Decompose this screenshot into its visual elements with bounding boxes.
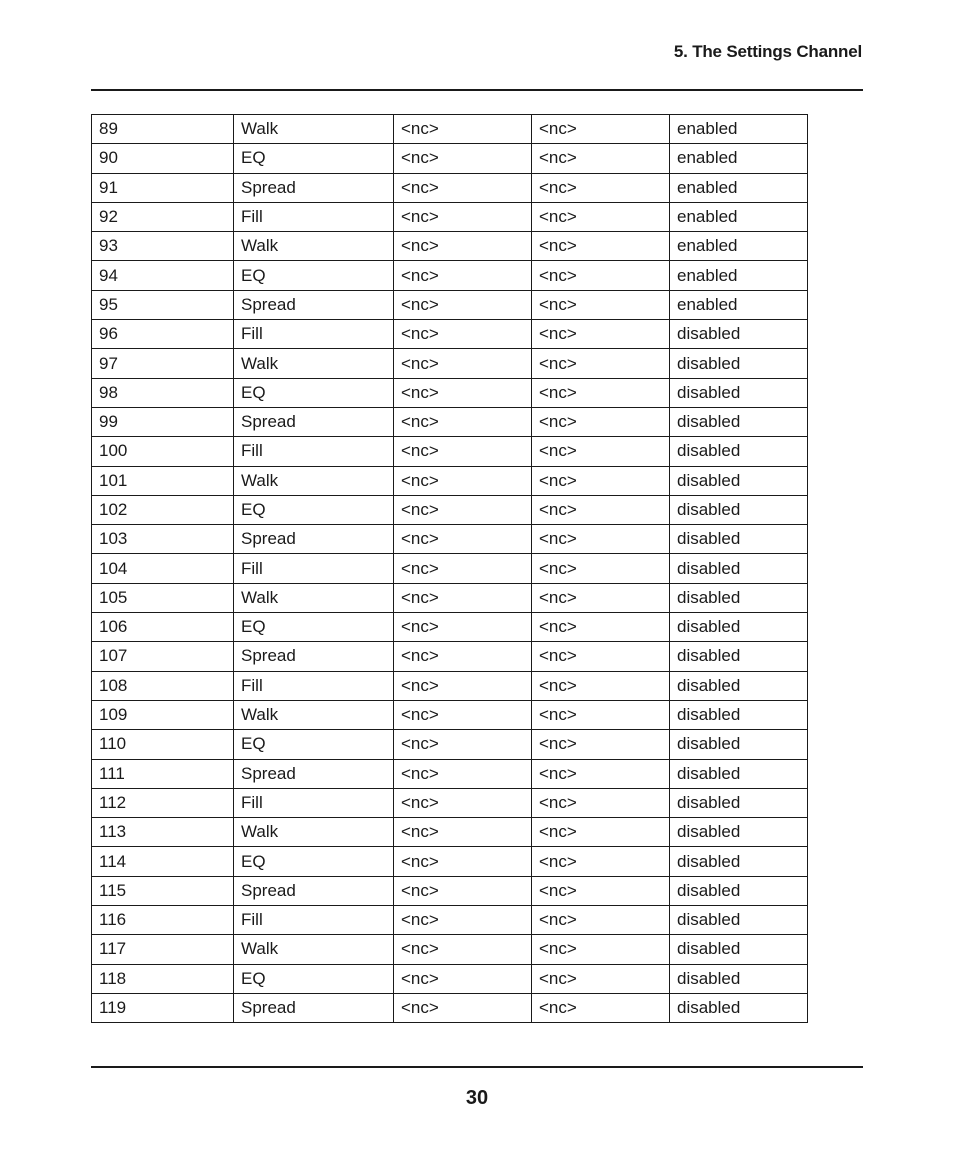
cell-mode: Fill (234, 202, 394, 231)
cell-value-b: <nc> (532, 466, 670, 495)
cell-value-b: <nc> (532, 173, 670, 202)
cell-value-b: <nc> (532, 144, 670, 173)
cell-number: 106 (92, 613, 234, 642)
cell-mode: Walk (234, 700, 394, 729)
cell-number: 100 (92, 437, 234, 466)
cell-mode: Walk (234, 818, 394, 847)
cell-status: disabled (670, 495, 808, 524)
cell-status: disabled (670, 700, 808, 729)
table-row (92, 642, 808, 671)
cell-value-b: <nc> (532, 261, 670, 290)
cell-number: 93 (92, 232, 234, 261)
cell-value-a: <nc> (394, 495, 532, 524)
table-row (92, 437, 808, 466)
table-row (92, 876, 808, 905)
settings-table-body (92, 115, 808, 1023)
cell-value-a: <nc> (394, 993, 532, 1022)
cell-value-a: <nc> (394, 788, 532, 817)
cell-value-b: <nc> (532, 964, 670, 993)
cell-status: disabled (670, 554, 808, 583)
cell-status: disabled (670, 583, 808, 612)
cell-mode: Walk (234, 349, 394, 378)
cell-status: enabled (670, 261, 808, 290)
cell-value-a: <nc> (394, 935, 532, 964)
cell-status: disabled (670, 407, 808, 436)
cell-mode: Spread (234, 642, 394, 671)
cell-number: 108 (92, 671, 234, 700)
cell-value-b: <nc> (532, 788, 670, 817)
cell-number: 101 (92, 466, 234, 495)
cell-status: enabled (670, 115, 808, 144)
cell-status: disabled (670, 964, 808, 993)
cell-value-a: <nc> (394, 232, 532, 261)
table-row (92, 525, 808, 554)
cell-value-b: <nc> (532, 320, 670, 349)
cell-status: disabled (670, 642, 808, 671)
cell-status: disabled (670, 349, 808, 378)
cell-status: disabled (670, 437, 808, 466)
cell-value-a: <nc> (394, 144, 532, 173)
cell-mode: Spread (234, 525, 394, 554)
cell-value-b: <nc> (532, 759, 670, 788)
cell-mode: Fill (234, 671, 394, 700)
cell-status: disabled (670, 818, 808, 847)
cell-value-a: <nc> (394, 115, 532, 144)
cell-mode: Spread (234, 759, 394, 788)
cell-status: enabled (670, 173, 808, 202)
cell-value-b: <nc> (532, 876, 670, 905)
cell-value-b: <nc> (532, 700, 670, 729)
section-title: 5. The Settings Channel (673, 42, 862, 61)
table-row (92, 935, 808, 964)
cell-mode: Fill (234, 554, 394, 583)
cell-mode: Walk (234, 583, 394, 612)
cell-status: disabled (670, 759, 808, 788)
cell-value-a: <nc> (394, 320, 532, 349)
cell-value-b: <nc> (532, 935, 670, 964)
cell-status: disabled (670, 993, 808, 1022)
page-number: 30 (465, 1087, 489, 1109)
cell-value-a: <nc> (394, 202, 532, 231)
cell-status: disabled (670, 613, 808, 642)
cell-value-b: <nc> (532, 993, 670, 1022)
table-row (92, 818, 808, 847)
table-row (92, 261, 808, 290)
table-row (92, 964, 808, 993)
cell-value-b: <nc> (532, 818, 670, 847)
cell-value-b: <nc> (532, 290, 670, 319)
cell-number: 116 (92, 906, 234, 935)
table-row (92, 759, 808, 788)
cell-value-b: <nc> (532, 671, 670, 700)
cell-number: 118 (92, 964, 234, 993)
table-row (92, 730, 808, 759)
cell-value-a: <nc> (394, 261, 532, 290)
cell-status: enabled (670, 290, 808, 319)
table-row (92, 847, 808, 876)
cell-mode: Walk (234, 115, 394, 144)
cell-value-a: <nc> (394, 906, 532, 935)
cell-number: 107 (92, 642, 234, 671)
cell-mode: Walk (234, 935, 394, 964)
cell-value-b: <nc> (532, 906, 670, 935)
cell-value-b: <nc> (532, 202, 670, 231)
settings-table (91, 114, 808, 1023)
cell-status: disabled (670, 876, 808, 905)
cell-mode: Spread (234, 173, 394, 202)
cell-number: 103 (92, 525, 234, 554)
cell-value-a: <nc> (394, 437, 532, 466)
table-row (92, 290, 808, 319)
cell-value-b: <nc> (532, 495, 670, 524)
cell-value-a: <nc> (394, 173, 532, 202)
cell-value-b: <nc> (532, 349, 670, 378)
cell-value-b: <nc> (532, 583, 670, 612)
cell-status: disabled (670, 935, 808, 964)
cell-value-b: <nc> (532, 613, 670, 642)
cell-number: 105 (92, 583, 234, 612)
table-row (92, 320, 808, 349)
table-row (92, 115, 808, 144)
cell-value-a: <nc> (394, 818, 532, 847)
cell-mode: EQ (234, 964, 394, 993)
cell-value-a: <nc> (394, 671, 532, 700)
cell-number: 95 (92, 290, 234, 319)
cell-value-a: <nc> (394, 554, 532, 583)
table-row (92, 173, 808, 202)
cell-number: 91 (92, 173, 234, 202)
cell-status: disabled (670, 788, 808, 817)
cell-number: 99 (92, 407, 234, 436)
cell-status: disabled (670, 906, 808, 935)
cell-value-b: <nc> (532, 437, 670, 466)
table-row (92, 466, 808, 495)
cell-mode: Walk (234, 466, 394, 495)
cell-mode: Fill (234, 437, 394, 466)
cell-number: 110 (92, 730, 234, 759)
cell-value-b: <nc> (532, 115, 670, 144)
cell-status: enabled (670, 232, 808, 261)
cell-status: disabled (670, 378, 808, 407)
cell-value-a: <nc> (394, 613, 532, 642)
table-row (92, 788, 808, 817)
cell-value-b: <nc> (532, 847, 670, 876)
cell-mode: EQ (234, 261, 394, 290)
cell-mode: EQ (234, 613, 394, 642)
cell-number: 114 (92, 847, 234, 876)
cell-mode: EQ (234, 847, 394, 876)
cell-value-a: <nc> (394, 847, 532, 876)
cell-value-b: <nc> (532, 232, 670, 261)
cell-value-a: <nc> (394, 876, 532, 905)
cell-number: 115 (92, 876, 234, 905)
cell-value-a: <nc> (394, 407, 532, 436)
cell-value-b: <nc> (532, 730, 670, 759)
cell-value-a: <nc> (394, 700, 532, 729)
cell-number: 97 (92, 349, 234, 378)
cell-value-a: <nc> (394, 759, 532, 788)
table-row (92, 144, 808, 173)
cell-status: disabled (670, 320, 808, 349)
table-row (92, 613, 808, 642)
cell-number: 89 (92, 115, 234, 144)
table-row (92, 378, 808, 407)
cell-status: disabled (670, 525, 808, 554)
cell-value-a: <nc> (394, 349, 532, 378)
table-row (92, 554, 808, 583)
cell-value-a: <nc> (394, 730, 532, 759)
table-row (92, 232, 808, 261)
cell-mode: Spread (234, 993, 394, 1022)
cell-number: 104 (92, 554, 234, 583)
cell-value-a: <nc> (394, 583, 532, 612)
cell-mode: EQ (234, 495, 394, 524)
cell-value-b: <nc> (532, 642, 670, 671)
cell-number: 112 (92, 788, 234, 817)
cell-status: disabled (670, 847, 808, 876)
cell-status: disabled (670, 466, 808, 495)
table-row (92, 671, 808, 700)
cell-status: enabled (670, 144, 808, 173)
cell-mode: Fill (234, 906, 394, 935)
footer-rule (91, 1066, 863, 1068)
cell-status: disabled (670, 671, 808, 700)
cell-mode: Fill (234, 320, 394, 349)
cell-number: 94 (92, 261, 234, 290)
cell-mode: Spread (234, 290, 394, 319)
cell-value-a: <nc> (394, 964, 532, 993)
cell-number: 98 (92, 378, 234, 407)
cell-number: 111 (92, 759, 234, 788)
table-row (92, 202, 808, 231)
cell-mode: EQ (234, 144, 394, 173)
table-row (92, 993, 808, 1022)
cell-number: 117 (92, 935, 234, 964)
table-row (92, 700, 808, 729)
cell-status: disabled (670, 730, 808, 759)
table-row (92, 906, 808, 935)
cell-value-b: <nc> (532, 378, 670, 407)
cell-value-b: <nc> (532, 554, 670, 583)
cell-value-b: <nc> (532, 407, 670, 436)
cell-value-a: <nc> (394, 466, 532, 495)
table-row (92, 583, 808, 612)
cell-number: 92 (92, 202, 234, 231)
cell-number: 90 (92, 144, 234, 173)
cell-number: 119 (92, 993, 234, 1022)
cell-number: 96 (92, 320, 234, 349)
cell-mode: Fill (234, 788, 394, 817)
cell-status: enabled (670, 202, 808, 231)
cell-number: 109 (92, 700, 234, 729)
cell-value-a: <nc> (394, 642, 532, 671)
header-rule (91, 89, 863, 91)
cell-value-a: <nc> (394, 378, 532, 407)
table-row (92, 349, 808, 378)
table-row (92, 495, 808, 524)
cell-value-a: <nc> (394, 290, 532, 319)
cell-number: 113 (92, 818, 234, 847)
cell-mode: Walk (234, 232, 394, 261)
cell-number: 102 (92, 495, 234, 524)
cell-value-a: <nc> (394, 525, 532, 554)
table-row (92, 407, 808, 436)
cell-value-b: <nc> (532, 525, 670, 554)
cell-mode: EQ (234, 378, 394, 407)
cell-mode: Spread (234, 407, 394, 436)
cell-mode: Spread (234, 876, 394, 905)
cell-mode: EQ (234, 730, 394, 759)
